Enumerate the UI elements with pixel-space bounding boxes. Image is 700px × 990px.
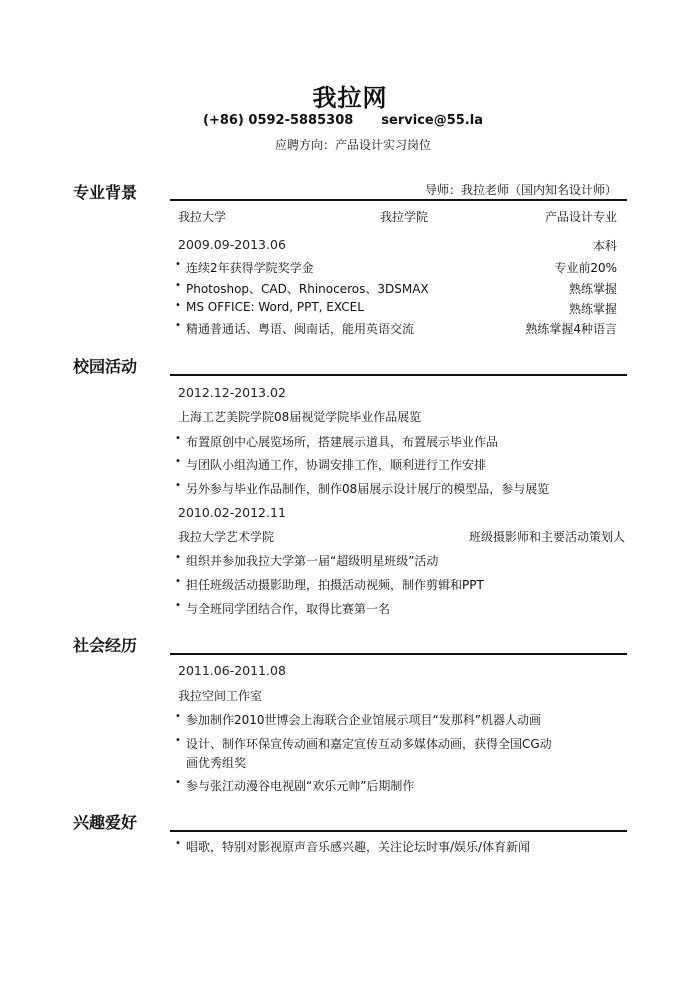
section-divider [170,653,627,655]
college-name: 我拉学院 [380,210,429,224]
list-item: • MS OFFICE: Word, PPT, EXCEL [175,300,364,314]
degree-label: 本科 [592,239,617,253]
social-period: 2011.06-2011.08 [178,663,286,678]
section-title-education: 专业背景 [73,183,138,202]
job-objective: 应聘方向：产品设计实习岗位 [275,138,432,152]
contact-line [203,113,483,128]
list-item: • 参加制作2010世博会上海联合企业馆展示项目“发那科”机器人动画 [175,711,541,727]
social-org: 我拉空间工作室 [178,689,263,703]
section-title-hobby: 兴趣爱好 [73,813,138,832]
bullet-icon: • [175,259,181,270]
activity-org: 上海工艺美院学院08届视觉学院毕业作品展览 [178,410,422,424]
list-item: • 另外参与毕业作品制作，制作08届展示设计展厅的模型品，参与展览 [175,480,550,496]
list-item: • 组织并参加我拉大学第一届“超级明星班级”活动 [175,552,439,568]
list-item: • 唱歌，特别对影视原声音乐感兴趣，关注论坛时事/娱乐/体育新闻 [175,838,531,854]
bullet-icon: • [175,838,181,849]
list-item: • 与团队小组沟通工作，协调安排工作，顺利进行工作安排 [175,456,487,472]
bullet-icon: • [175,320,181,331]
item-note: 熟练掌握 [568,282,617,296]
list-item: • 担任班级活动摄影助理，拍摄活动视频，制作剪辑和PPT [175,576,484,592]
bullet-icon: • [175,777,181,788]
list-item: • 布置原创中心展览场所，搭建展示道具，布置展示毕业作品 [175,433,499,449]
school-name: 我拉大学 [178,210,227,224]
bullet-icon: • [175,735,181,746]
activity-period: 2012.12-2013.02 [178,385,286,400]
activity-role: 班级摄影师和主要活动策划人 [468,530,625,544]
bullet-icon: • [175,300,181,311]
list-item: • 连续2年获得学院奖学金 [175,259,314,275]
list-item: • 与全班同学团结合作，取得比赛第一名 [175,600,391,616]
resume-name: 我拉网 [312,84,388,112]
phone-number: (+86) 0592-5885308 [203,113,354,128]
bullet-icon: • [175,576,181,587]
bullet-icon: • [175,433,181,444]
section-divider [170,830,627,832]
item-note: 熟练掌握4种语言 [525,322,617,336]
activity-org: 我拉大学艺术学院 [178,530,275,544]
education-period: 2009.09-2013.06 [178,237,286,252]
section-divider [170,374,627,376]
list-item: • Photoshop、CAD、Rhinoceros、3DSMAX [175,280,429,296]
item-note: 专业前20% [554,261,617,275]
activity-period: 2010.02-2012.11 [178,505,286,520]
list-item: • 设计、制作环保宣传动画和嘉定宣传互动多媒体动画，获得全国CG动 [175,735,552,751]
bullet-icon: • [175,600,181,611]
bullet-icon: • [175,552,181,563]
major-name: 产品设计专业 [544,210,617,224]
email-address: service@55.la [381,113,483,128]
section-title-campus: 校园活动 [73,357,138,376]
section-title-social: 社会经历 [73,636,138,655]
list-item-continuation: 画优秀组奖 [186,756,247,770]
bullet-icon: • [175,711,181,722]
list-item: • 参与张江动漫谷电视剧“欢乐元帅”后期制作 [175,777,415,793]
item-note: 熟练掌握 [568,302,617,316]
list-item: • 精通普通话、粤语、闽南话，能用英语交流 [175,320,415,336]
mentor-label: 导师：我拉老师（国内知名设计师） [424,183,617,197]
bullet-icon: • [175,480,181,491]
bullet-icon: • [175,280,181,291]
section-divider [170,199,627,201]
bullet-icon: • [175,456,181,467]
